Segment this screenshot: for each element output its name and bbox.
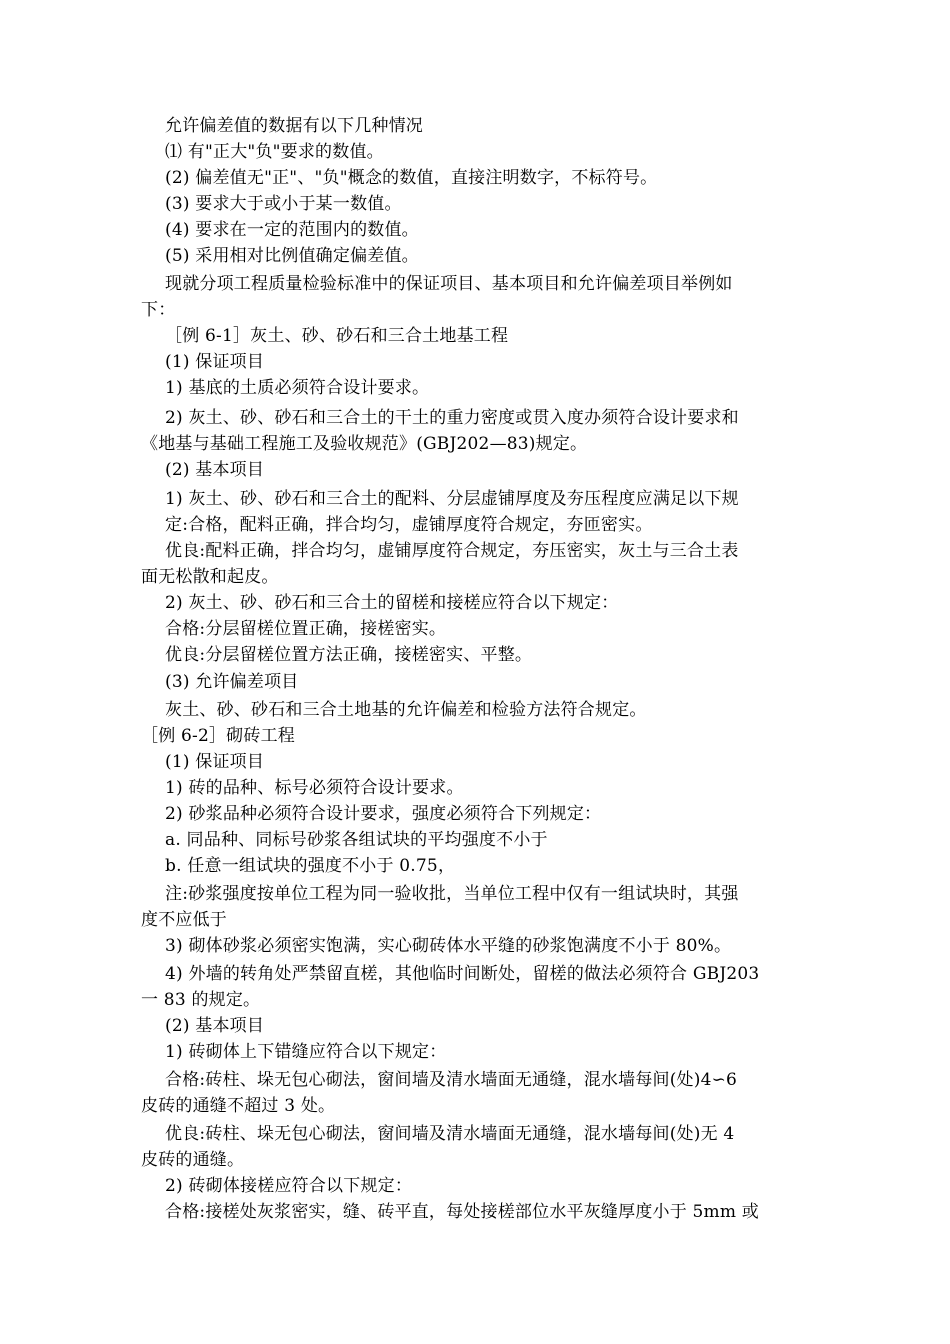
text-line: 允许偏差值的数据有以下几种情况	[165, 116, 423, 136]
text-line: 定:合格，配料正确，拌合均匀，虚铺厚度符合规定，夯匝密实。	[165, 515, 653, 535]
text-line: (2) 基本项目	[165, 460, 265, 480]
text-line: 度不应低于	[141, 910, 227, 930]
text-line: a. 同品种、同标号砂浆各组试块的平均强度不小于	[165, 830, 548, 850]
text-line: 1) 砖砌体上下错缝应符合以下规定：	[165, 1042, 447, 1062]
text-line: 现就分项工程质量检验标准中的保证项目、基本项目和允许偏差项目举例如	[165, 274, 733, 294]
text-line: 面无松散和起皮。	[141, 567, 279, 587]
text-line: (2) 基本项目	[165, 1016, 265, 1036]
text-line: 优良:配料正确，拌合均匀，虚铺厚度符合规定，夯压密实，灰土与三合土表	[165, 541, 739, 561]
text-line: 《地基与基础工程施工及验收规范》(GBJ202—83)规定。	[141, 434, 588, 454]
text-line: b. 任意一组试块的强度不小于 0.75，	[165, 856, 456, 876]
text-line: 一 83 的规定。	[141, 990, 261, 1010]
text-line: (5) 采用相对比例值确定偏差值。	[165, 246, 419, 266]
text-line: 皮砖的通缝。	[141, 1150, 245, 1170]
text-line: 1) 灰土、砂、砂石和三合土的配料、分层虚铺厚度及夯压程度应满足以下规	[165, 489, 739, 509]
text-line: (1) 保证项目	[165, 752, 265, 772]
example-heading: ［例 6-2］砌砖工程	[141, 726, 295, 746]
text-line: 下：	[141, 300, 176, 320]
example-heading: ［例 6-1］灰土、砂、砂石和三合土地基工程	[165, 326, 509, 346]
text-line: 2) 砖砌体接槎应符合以下规定：	[165, 1176, 413, 1196]
text-line: 优良:分层留槎位置方法正确，接槎密实、平整。	[165, 645, 533, 665]
text-line: 2) 砂浆品种必须符合设计要求，强度必须符合下列规定：	[165, 804, 602, 824]
text-line: (3) 要求大于或小于某一数值。	[165, 194, 402, 214]
text-line: 3) 砌体砂浆必须密实饱满，实心砌砖体水平缝的砂浆饱满度不小于 80%。	[165, 936, 732, 956]
text-line: (2) 偏差值无"正"、"负"概念的数值，直接注明数字，不标符号。	[165, 168, 658, 188]
text-line: 合格:砖柱、垛无包心砌法，窗间墙及清水墙面无通缝，混水墙每间(处)4∽6	[165, 1070, 738, 1090]
text-line: 合格:分层留槎位置正确，接槎密实。	[165, 619, 447, 639]
text-line: 皮砖的通缝不超过 3 处。	[141, 1096, 336, 1116]
text-line: 4) 外墙的转角处严禁留直槎，其他临时间断处，留槎的做法必须符合 GBJ203	[165, 964, 760, 984]
text-line: 合格:接槎处灰浆密实，缝、砖平直，每处接槎部位水平灰缝厚度小于 5mm 或	[165, 1202, 759, 1222]
text-line: 1) 砖的品种、标号必须符合设计要求。	[165, 778, 464, 798]
text-line: 灰土、砂、砂石和三合土地基的允许偏差和检验方法符合规定。	[165, 700, 647, 720]
text-line: 2) 灰土、砂、砂石和三合土的干土的重力密度或贯入度办须符合设计要求和	[165, 408, 739, 428]
text-line: (3) 允许偏差项目	[165, 672, 299, 692]
text-line: 注:砂浆强度按单位工程为同一验收批，当单位工程中仅有一组试块时，其强	[165, 884, 739, 904]
text-line: 1) 基底的土质必须符合设计要求。	[165, 378, 430, 398]
text-line: (1) 保证项目	[165, 352, 265, 372]
text-line: 优良:砖柱、垛无包心砌法，窗间墙及清水墙面无通缝，混水墙每间(处)无 4	[165, 1124, 735, 1144]
text-line: (4) 要求在一定的范围内的数值。	[165, 220, 419, 240]
text-line: 2) 灰土、砂、砂石和三合土的留槎和接槎应符合以下规定：	[165, 593, 619, 613]
text-line: ⑴ 有"正大"负"要求的数值。	[165, 142, 384, 162]
